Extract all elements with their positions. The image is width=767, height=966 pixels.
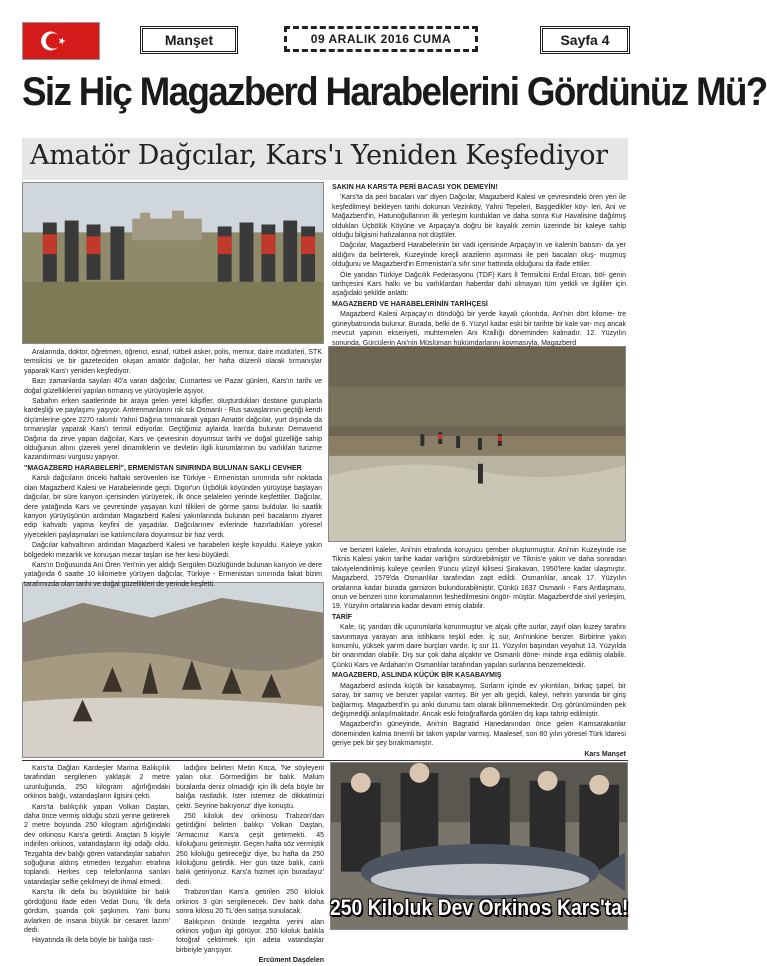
masthead bbox=[22, 22, 630, 62]
article-paragraph: Öte yandan Türkiye Dağcılık Federasyonu (TDF) Kars İl Temsilcisi Erdal Ercan, böl- genin tarihçesini Kars halkı ve bu varlıklardan haberdar dahi olmayan tüm yetkili ve ilgililer için aşağıdaki şekilde anlattı: bbox=[332, 271, 626, 298]
article-paragraph: Hayatında ilk defa böyle bir balığa rast- bbox=[32, 937, 154, 945]
tuna-headline: 250 Kiloluk Dev Orkinos Kars'ta! bbox=[330, 895, 629, 920]
subheadline: Amatör Dağcılar, Kars'ı Yeniden Keşfediyor bbox=[30, 140, 608, 171]
trekkers-plateau-photo bbox=[328, 346, 626, 542]
article-paragraph: Kars'ın Doğusunda Ani Ören Yeri'nin yer aldığı Sergülen Düzlüğünde bulunan kanyon ve dere yatağında 6 saatte 10 kilometre yürüyen dağcılar, Türkiye - Ermenistan sınırında fakat bizim tarafımızda olan tarihi ve doğal güzellikleri de yerinde keşfetti. bbox=[24, 561, 322, 588]
byline: Kars Manşet bbox=[584, 750, 626, 758]
main-headline: Siz Hiç Magazberd Harabelerini Gördünüz Mü? bbox=[22, 70, 767, 114]
tuna-article-column-1 bbox=[24, 764, 170, 945]
climbers-group-photo bbox=[22, 182, 324, 344]
article-paragraph: Kars'ta ilk defa bu büyüklükte bir balık gördüğünü ifade eden Vedat Duru, 'İlk defa gördüm, şuanda çok şaşkınım. Yani bunu avlarken de insana büyük bir cesaret lazım' dedi. bbox=[24, 889, 170, 934]
fairy-chimneys-photo bbox=[22, 582, 324, 758]
article-subheading: TARİF bbox=[332, 613, 353, 621]
article-subheading: MAGAZBERD, ASLINDA KÜÇÜK BİR KASABAYMIŞ bbox=[332, 672, 502, 680]
page-number: Sayfa 4 bbox=[540, 26, 630, 54]
byline: Ercüment Daşdelen bbox=[258, 957, 324, 965]
article-paragraph: Kars'ta Dağları Kardeşler Marina Balıkçılık tarafından sergilenen yaklaşık 2 metre uzunluğunda, 250 kilogram ağırlığındaki orkinos balığı, vatandaşların ilgisini çekti. bbox=[24, 765, 170, 801]
article-paragraph: 250 kiloluk dev orkinosu Trabzon'dan getirdiğini belirten balıkçı Volkan Daştan, 'Armacınız Kars'a çeşit getirmekti. 45 kiloluğunu getirmiştir. Geçen hafta söz vermiştik 250 kiloluğu getireceğiz diye, bu hafta da 250 kiloluğunu getirdik. Her gün taze balık, canlı balık getiriyoruz. Kars'a hizmet için buradayız' dedi. bbox=[176, 813, 324, 886]
article-paragraph: Karslı dağcıların önceki haftaki serüvenleri ise Türkiye - Ermenistan sınırında sıfır noktada olan Magazberd Kalesi ve Harabelerinde geçti. Digor'un Üçbölük köyünden yürüyüşe başlayan dağcılar, bir süre kanyon içerisinden yürüyerek, ilk önce şelaleleri yerinde keşfettiler. Dağcılar, dere yatağında Kars ve çevresinde yaşayan kızıl tilkileri de görme şansı buldular. İki saatlik kanyon yürüyüşünün ardından Magazberd Kalesi yakınlarında bulunan peri bacalarını ziyaret edip kahvaltı yapma keyfini de yaşadılar. Dağcılarınev evlerinde hazırladıkları yöresel yiyecekleri paylaşmaları ise katılımcılara doyumsuz bir haz verdi. bbox=[24, 475, 322, 539]
article-paragraph: 'Kars'ta da peri bacaları var' diyen Dağcılar, Magazberd Kalesi ve çevresindeki ören yeri ile keşfedilmeyi bekleyen tarihi dokunun Vezinköy, Yahni Tepeleri, Başgedikler köy- leri, Ani ve Mağazberd'in, Hatunoğullarının ilk yerleşim kurdukları ve daha sonra Kur Havalisine dağılmış oldukları Üçbölük Köyüne ve Arpaçay'a doğru bir kayalık zemin üzerinde bir kaleye sahip olduğu bilgisini hafızalarına not düştüler. bbox=[332, 194, 626, 240]
article-paragraph: Magazberd Kalesi Arpaçay'ın döndüğü bir yerde kayalı çıkıntıda, Ani'nin dört kilome- tre güneybatısında bulunur. Burada, belki de 6. Yüzyıl kadar eski bir tarihte bir kale var- mış ancak mevcut yapının ekseriyeti, muhtemelen Ani Krallığı döneminden kalmadır. 12. Yüzyılın sonunda, Gürcülerin Ani'nin Müslüman hükümdarlarını kovmasıyla, Magazberd bbox=[332, 311, 626, 347]
article-right-column-bottom bbox=[332, 546, 626, 758]
article-paragraph: Magazberd aslında küçük bir kasabaymış. Surların içinde ev yıkıntıları, birkaç şapel, bir saray, bir sarnıç ve benzer yapılar varmış. Bir yer altı geçidi, kaleyi, nehrin yanında bir giriş bağlarmış. Magazberd'in şu anki durumu tam olarak bilinmemektedir. Dış görünümünden pek değişmediği anlaşılmaktadır. Ancak eski fotoğraflarda görülen dış kapı tahrip edilmiştir. bbox=[332, 682, 626, 718]
article-subheading: "MAGAZBERD HARABELERİ", ERMENİSTAN SINIRINDA BULUNAN SAKLI CEVHER bbox=[24, 464, 302, 472]
issue-date: 09 ARALIK 2016 CUMA bbox=[284, 26, 478, 52]
article-paragraph: Kars'ta balıkçılık yapan Volkan Daştan, daha önce vermiş olduğu sözü yerine getirerek 2 metre boyunda 250 kilogram ağırlığındaki dev orkinosu Kars'a getirdi. Araçtan 5 kişiyle indirilen orkinos, vatandaşların ilgi odağı oldu. Tezgahta dev balığı gören vatandaşlar sabahın soğuğuna aldırış etmeden tezgahın etrafına toplandı. Herkes cep telefonlarına sarılan vatandaşlar selfie çekilmeyi de ihmal etmedi. bbox=[24, 803, 170, 886]
article-paragraph: Trabzon'dan Kars'a getirilen 250 kiloluk orkinos 3 gün sergilenecek. Dev balık daha sonra kilosu 20 TL'den satışa sunulacak. bbox=[176, 889, 324, 916]
article-right-column-top bbox=[332, 183, 626, 347]
article-paragraph: Balıkçının önünde tezgahta yerini alan orkinos yoğun ilgi görüyor. 250 kiloluk balıkla fotoğraf çektirmek için adeta vatandaşlar birbiriyle yarışıyor. bbox=[176, 918, 324, 954]
article-paragraph: Aralarında, doktor, öğretmen, öğrenci, esnaf, rütbeli asker, polis, memur, daire müdürleri, STK temsilcisi ve bir gazeteciden oluşan amatör dağcılar, her hafta düzenli olarak tırmanışlar yaparak Kars'ı yeniden keşfediyor. bbox=[24, 349, 322, 375]
article-paragraph: Kale, üç yandan dik uçurumlarla korunmuştur ve alçak çifte surlar, zayıf olan kuzey tarafını savunmaya yarayan ana istihkamı teşkil eder. İç sur, Ani'ninkine benzer. Birbirine yakın konumlu, yüksek yarım daire burçları vardır. İç sur 11. Yüzyılın başından veyahut 13. Yüzyılda bir onarımdan olabilir. Dış sur çok daha alçaktır ve Osmanlı döne- minde inşa edilmiş olabilir. Çünkü Kars ve Ardahan'ın Osmanlılar tarafından yapılan surlarına benzemektedir. bbox=[332, 624, 626, 669]
article-paragraph: Sabahın erken saatlerinde bir araya gelen yerel kâşifler, oluşturdukları dostane guruplarla kardeşliği ve paylaşımı yaşıyor. Antrenmanlarını ısk sık Osmanlı - Rus savaşlarının geçtiği kendi ölçümlerine göre 2270 rakımlı Yahni Dağına tırmanarak yapan Amatör dağcılar, yurt dışında da tırmanışlar yaparak Kars'ı temsil ediyorlar. Geçtiğimiz aylarda İran'da bulunan Demavend Dağına da zirve yapan dağcılar, Kars ve çevresinin doyumsuz tarihi ve doğal güzelliğe sahip olduğunun altını çizerek yerel dinamiklerin ve devletin ilgili kurumlarının bu varlıkları turizme kazandırması vurgusu yapıyor. bbox=[24, 398, 322, 462]
article-subheading: MAGAZBERD VE HARABELERİNİN TARİHÇESİ bbox=[332, 300, 488, 308]
article-paragraph: Bazı zamanlarda sayıları 40'a varan dağcılar, Cumartesi ve Pazar günleri, Kars'ın tarihi ve doğal güzelliklerini yapılan tırmanış ve yürüyüşlerle aşıyor. bbox=[24, 378, 322, 395]
article-paragraph: ladığını belirten Metin Koca, 'Ne söyleyeni yalan olur. Görmediğim bir balık. Malum buralarda deniz olmadığı için ilk defa böyle bir balığa rastladık. İster istemez de dikkatimizi çekti. Seyrine bakıyoruz' diye konuştu. bbox=[176, 765, 324, 810]
tuna-article-column-2 bbox=[176, 764, 324, 965]
article-paragraph: Dağcılar kahvaltının ardından Magazberd Kalesi ve harabeleri keşfe koyuldu. Kaleye yakın bölgedeki mezarlık ve konuşan mezar taşları ise her kesi büyüledi. bbox=[24, 542, 322, 559]
article-paragraph: ve benzeri kaleler, Ani'nin etrafında koruyucu çember oluşturmuştur. Ani'nin Kuzeyinde ise Tiknis Kalesi yakın tarihe kadar varlığını sürdürebilmiştir ve Tiknis'e yakın ve daha sonradan takviyelendirilmiş kuleye çevrilen 9'uncu yüzyıl kilisesi Şirakavan, 1950'lere kadar ulaşmıştır. Magazberd, 1579'da Osmanlılar tarafından zapt edildi. Osmanlılar, ancak 17. Yüzyılın ortalarına kadar burada garnizon bulundurabilmiştir. Çünkü 1637 Osmanlı - Fars Antlaşması, onun ve benzeri sınır korumalarının feshedilmesini öngör- müştür. Magazberd'de sivil yerleşim, 19. Yüzyılın ortalarına kadar devam etmiş olabilir. bbox=[332, 547, 626, 611]
turkish-flag-icon bbox=[22, 22, 100, 60]
article-subheading: SAKIN HA KARS'TA PERİ BACASI YOK DEMEYİN! bbox=[332, 184, 498, 191]
article-paragraph: Magazberd'in güneyinde, Ani'nin Bagratid Hanedanından önce gelen Kamsarakanlar döneminden kalma önemli bir takım yapılar varmış. Maalesef, son 80 yılın yöresel Türk İdaresi geriye pek bir şey bırakmamıştır. bbox=[332, 721, 626, 748]
article-paragraph: Dağcılar, Magazberd Harabelerinin bir vadi içerisinde Arpaçay'ın ve kalenin batısın- da yer aldığını da belirterek, Kuzeyinde kireçli arazilerin aşınması ile peri bacaları oluş- muşmuş olduğunu ve Magazberd'in Ermenistan'a sıfır sınır hattında olduğunu da ifade ettiler. bbox=[332, 242, 626, 269]
article-left-column bbox=[24, 348, 322, 588]
section-divider bbox=[22, 760, 628, 761]
section-label: Manşet bbox=[140, 26, 238, 54]
